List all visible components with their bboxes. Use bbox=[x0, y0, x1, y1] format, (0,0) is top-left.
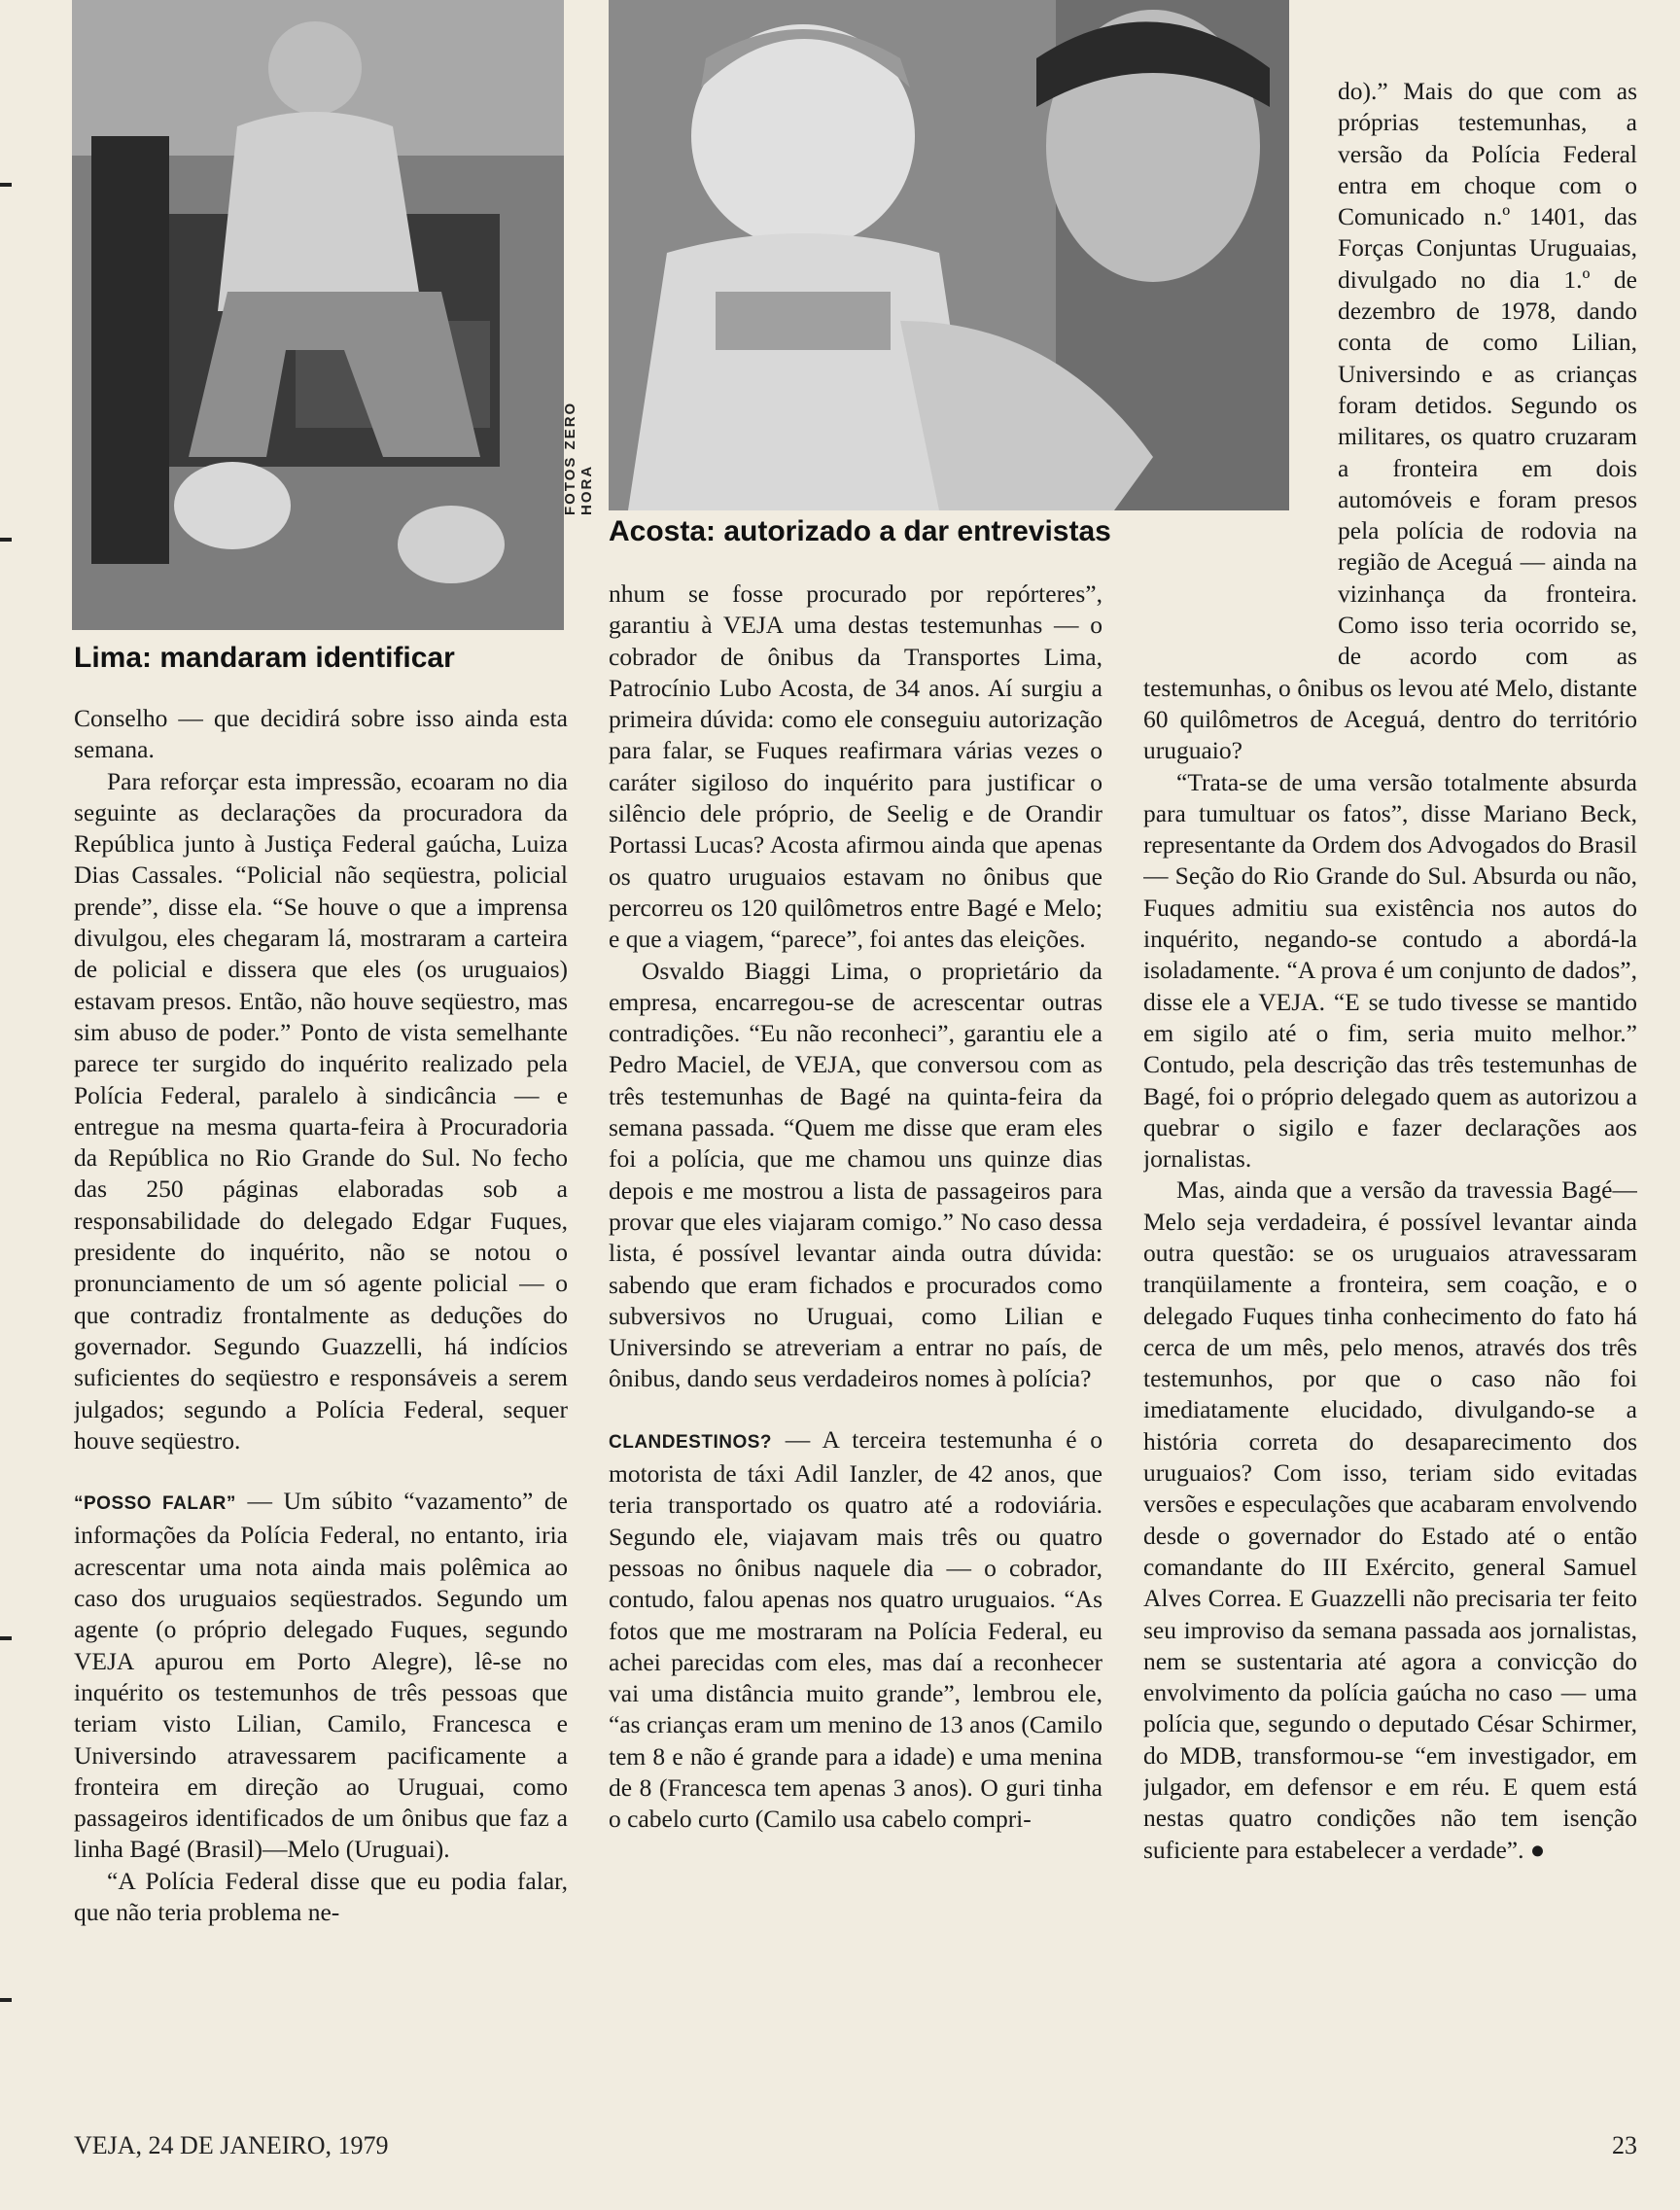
margin-mark bbox=[0, 1998, 12, 2002]
margin-mark bbox=[0, 183, 12, 187]
paragraph-text: — Um súbito “vazamento” de informações da Polícia Federal, no entanto, iria acrescentar uma nota ainda mais polêmica ao caso dos uruguaios seqüestrados. Segundo um agente (o próprio delegado Fuques, segundo VEJA apurou em Porto Alegre), lê-se no inquérito os testemunhos de três pessoas que teriam visto Lilian, Camilo, Francesca e Universindo atravessarem pacificamente a fronteira em direção ao Uruguai, como passageiros identificados de um ônibus que faz a linha Bagé (Brasil)—Melo (Uruguai). bbox=[74, 1487, 568, 1864]
paragraph: nhum se fosse procurado por repórteres”, garantiu à VEJA uma destas testemunhas — o cobrador de ônibus da Transportes Lima, Patrocínio Lubo Acosta, de 34 anos. Aí surgiu a primeira dúvida: como ele conseguiu autorização para falar, se Fuques reafirmara várias vezes o caráter sigiloso do inquérito para justificar o silêncio dele próprio, de Seelig e de Orandir Portassi Lucas? Acosta afirmou ainda que apenas os quatro uruguaios estavam no ônibus que percorreu os 120 quilômetros entre Bagé e Melo; e que a viagem, “parece”, foi antes das eleições. bbox=[609, 579, 1102, 954]
photo-man-seated-icon bbox=[72, 0, 564, 630]
photo-caption-acosta: Acosta: autorizado a dar entrevistas bbox=[609, 515, 1111, 547]
column-middle bbox=[609, 579, 1102, 2122]
column-left bbox=[74, 703, 568, 2122]
paragraph bbox=[74, 1486, 568, 1866]
paragraph-text: — A terceira testemunha é o motorista de táxi Adil Ianzler, de 42 anos, que teria transportado os quatro até a rodoviária. Segundo ele, viajavam mais três ou quatro pessoas no ônibus naquele dia — o cobrador, contudo, falou apenas nos quatro uruguaios. “As fotos que me mostraram na Polícia Federal, eu achei parecidas com eles, mas daí a reconhecer vai uma distância muito grande”, lembrou ele, “as crianças eram um menino de 13 anos (Camilo tem 8 e não é grande para a idade) e uma menina de 8 (Francesca tem apenas 3 anos). O guri tinha o cabelo curto (Camilo usa cabelo compri- bbox=[609, 1424, 1102, 1834]
paragraph: do).” Mais do que com as próprias testemunhas, a versão da Polícia Federal entra em choque com o Comunicado n.º 1401, das Forças Conjuntas Uruguaias, divulgado no dia 1.º de dezembro de 1978, dando conta de como Lilian, Universindo e as crianças foram detidos. Segundo os militares, os quatro cruzaram a fronteira em dois automóveis e foram presos pela polícia de rodovia na região de Aceguá — ainda na vizinhança da fronteira. Como isso teria ocorrido se, de acordo com as testemunhas, o ônibus os levou até Melo, distante 60 quilômetros de Aceguá, dentro do território uruguaio? bbox=[1143, 77, 1637, 765]
paragraph: Para reforçar esta impressão, ecoaram no dia seguinte as declarações da procuradora da República junto à Justiça Federal gaúcha, Luiza Dias Cassales. “Policial não seqüestra, policial prende”, disse ela. “Se houve o que a imprensa divulgou, eles chegaram lá, mostraram a carteira de policial e dissera que eles (os uruguaios) estavam presos. Então, não houve seqüestro, mas sim abuso de poder.” Ponto de vista semelhante parece ter surgido do inquérito realizado pela Polícia Federal, paralelo à sindicância — e entregue na mesma quarta-feira à Procuradoria da República no Rio Grande do Sul. No fecho das 250 páginas elaboradas sob a responsabilidade do delegado Edgar Fuques, presidente do inquérito, não se notou o pronunciamento de um só agente policial — o que contradiz frontalmente as deduções do governador. Segundo Guazzelli, há indícios suficientes do seqüestro e responsáveis a serem julgados; segundo a Polícia Federal, sequer houve seqüestro. bbox=[74, 766, 568, 1455]
footer-issue: VEJA, 24 DE JANEIRO, 1979 bbox=[74, 2131, 389, 2159]
photo-wrap-space bbox=[1143, 76, 1338, 643]
paragraph: Mas, ainda que a versão da travessia Bagé—Melo seja verdadeira, é possível levantar ainda outra questão: se os uruguaios atravessaram tranqüilamente a fronteira, sem coação, e o delegado Fuques tinha conhecimento do fato há cerca de um mês, pelo menos, através dos três testemunhos, por que o caso não foi imediatamente elucidado, divulgando-se a história correta do desaparecimento dos uruguaios? Com isso, teriam sido evitadas versões e especulações que acabaram envolvendo desde o governador do Estado até o então comandante do III Exército, general Samuel Alves Correa. E Guazzelli não precisaria ter feito seu improviso da semana passada aos jornalistas, nem se sustentaria até agora a convicção do envolvimento da polícia gaúcha no caso — uma polícia que, segundo o deputado César Schirmer, do MDB, transformou-se “em investigador, em julgador, em defensor e em réu. E quem está nestas quatro condições não tem isenção suficiente para estabelecer a verdade”. ● bbox=[1143, 1175, 1637, 1864]
margin-mark bbox=[0, 1636, 12, 1640]
paragraph: “A Polícia Federal disse que eu podia falar, que não teria problema ne- bbox=[74, 1866, 568, 1926]
column-right bbox=[1143, 76, 1637, 2122]
paragraph: Osvaldo Biaggi Lima, o proprietário da empresa, encarregou-se de acrescentar outras contradições. “Eu não reconheci”, garantiu ele a Pedro Maciel, de VEJA, que conversou com as três testemunhas de Bagé na quinta-feira da semana passada. “Quem me disse que eram eles foi a polícia, que me chamou uns quinze dias depois e me mostrou a lista de passageiros para provar que eles viajaram comigo.” No caso dessa lista, é possível levantar ainda outra dúvida: sabendo que eram fichados e procurados como subversivos no Uruguai, como Lilian e Universindo se atreveriam a entrar no país, de ônibus, dando seus verdadeiros nomes à polícia? bbox=[609, 956, 1102, 1393]
photo-lima bbox=[72, 0, 564, 630]
paragraph bbox=[609, 1424, 1102, 1836]
margin-mark bbox=[0, 538, 12, 542]
paragraph: “Trata-se de uma versão totalmente absurda para tumultuar os fatos”, disse Mariano Beck, representante da Ordem dos Advogados do Brasil — Seção do Rio Grande do Sul. Absurda ou não, Fuques admitiu sua existência nos autos do inquérito, negando-se contudo a abordá-la isoladamente. “A prova é um conjunto de dados”, disse ele a VEJA. “E se tudo tivesse se mantido em sigilo até o fim, seria muito melhor.” Contudo, pela descrição das três testemunhas de Bagé, foi o próprio delegado quem as autorizou a quebrar o sigilo e fazer declarações aos jornalistas. bbox=[1143, 767, 1637, 1174]
photo-caption-lima: Lima: mandaram identificar bbox=[74, 642, 455, 674]
page-number: 23 bbox=[1612, 2131, 1637, 2159]
photo-credit: FOTOS ZERO HORA bbox=[562, 401, 595, 515]
subhead: CLANDESTINOS? bbox=[609, 1431, 772, 1453]
paragraph: Conselho — que decidirá sobre isso ainda esta semana. bbox=[74, 704, 568, 764]
subhead: “POSSO FALAR” bbox=[74, 1493, 236, 1515]
